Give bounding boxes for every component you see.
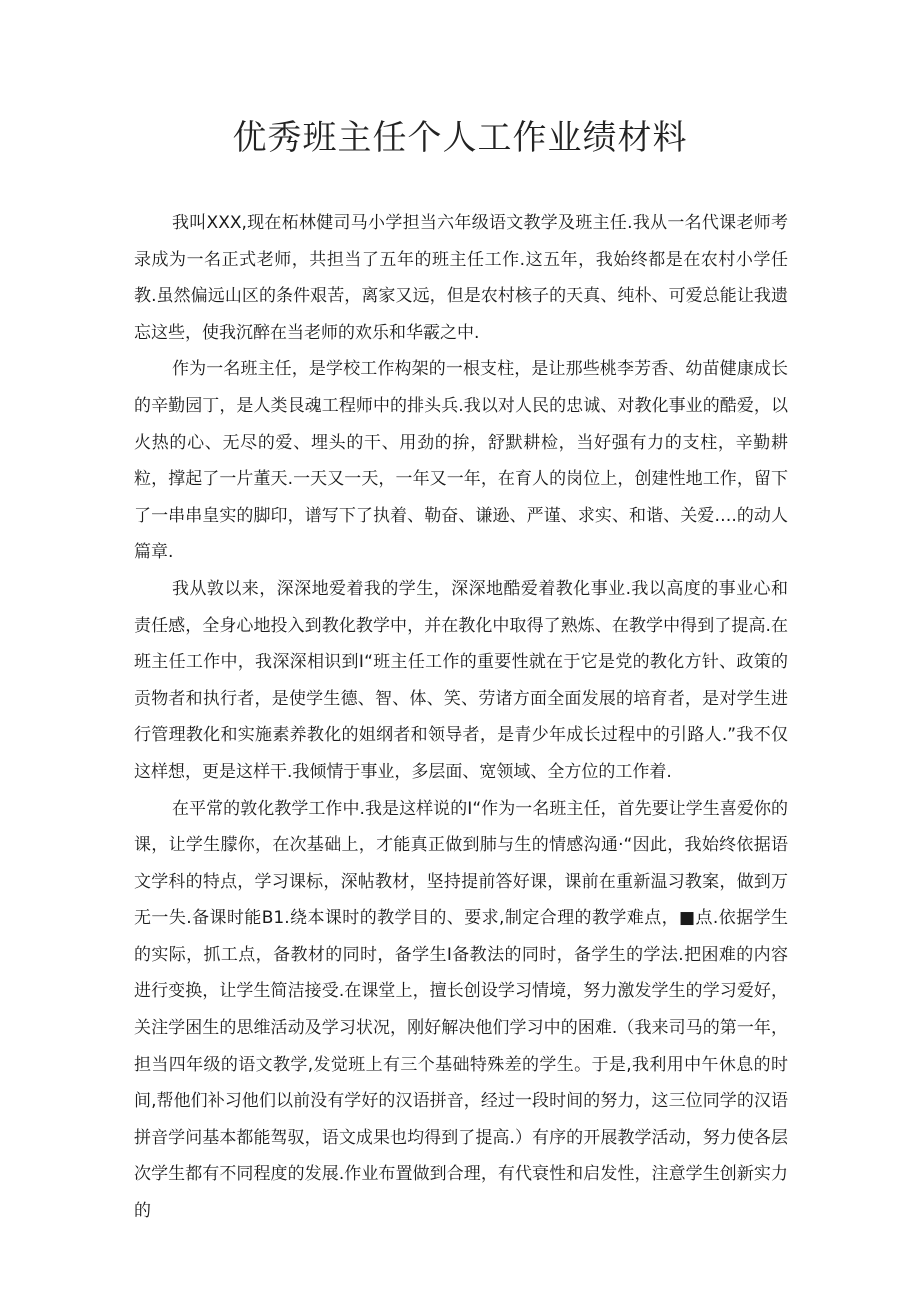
paragraph-1: 我叫XXX,现在柘林健司马小学担当六年级语文教学及班主任.我从一名代课老师考录成为一名正式老师，共担当了五年的班主任工作.这五年，我始终都是在农村小学任教.虽然偏远山区的条件艰苦，离家又远，但是农村核子的天真、纯朴、可爱总能让我遗忘这些，使我沉醉在当老师的欢乐和华霰之中. — [134, 213, 788, 343]
document-title: 优秀班主任个人工作业绩材料 — [232, 118, 688, 158]
document-body — [134, 205, 788, 1230]
paragraph-2: 作为一名班主任，是学校工作构架的一根支柱，是让那些桃李芳香、幼苗健康成长的辛勤园丁，是人类艮魂工程师中的排头兵.我以对人民的忠诚、对教化事业的酷爱，以火热的心、无尽的爱、埋头的干、用劲的拚，舒默耕检，当好强有力的支柱，辛勤耕粒，撑起了一片董天.一天又一天，一年又一年，在育人的岗位上，创建性地工作，留下了一串串皇实的脚印，谱写下了执着、勒奋、谦逊、严谨、求实、和谐、关爱….的动人篇章. — [134, 359, 788, 563]
paragraph-4: 在平常的敦化教学工作中.我是这样说的Ⅰ“作为一名班主任，首先要让学生喜爱你的课，让学生朦你，在次基础上，才能真正做到肺与生的情感沟通·“因此，我始终依据语文学科的特点，学习课标，深帖教材，坚持提前答好课，课前在重新温习教案，做到万无一失.备课时能B1.绕本课时的教学目的、要求,制定合理的教学难点，■点.依据学生的实际，抓工点，备教材的同时，备学生Ⅰ备教法的同时，备学生的学法.把困难的内容进行变换，让学生简洁接受.在课堂上，擅长创设学习情境，努力激发学生的学习爱好，关注学困生的思维活动及学习状况，刚好解决他们学习中的困难.（我来司马的第一年，担当四年级的语文教学,发觉班上有三个基础特殊差的学生。于是,我利用中午休息的时间,帮他们补习他们以前没有学好的汉语拼音，经过一段时间的努力，这三位同学的汉语拼音学问基本都能驾驭，语文成果也均得到了提高.）有序的开展教学活动，努力使各层次学生都有不同程度的发展.作业布置做到合理，有代衰性和启发性，注意学生创新实力的 — [134, 798, 788, 1222]
paragraph-3: 我从敦以来，深深地爱着我的学生，深深地酷爱着教化事业.我以高度的事业心和责任感，全身心地投入到教化教学中，并在教化中取得了熟炼、在教学中得到了提高.在班主任工作中，我深深相识到Ⅰ“班主任工作的重要性就在于它是党的教化方针、政策的贡物者和执行者，是使学生德、智、体、笑、劳诸方面全面发展的培育者，是对学生进行管理教化和实施素养教化的姐纲者和领导者，是青少年成长过程中的引路人.”我不仅这样想，更是这样干.我倾情于事业，多层面、宽领域、全方位的工作着. — [134, 578, 788, 782]
